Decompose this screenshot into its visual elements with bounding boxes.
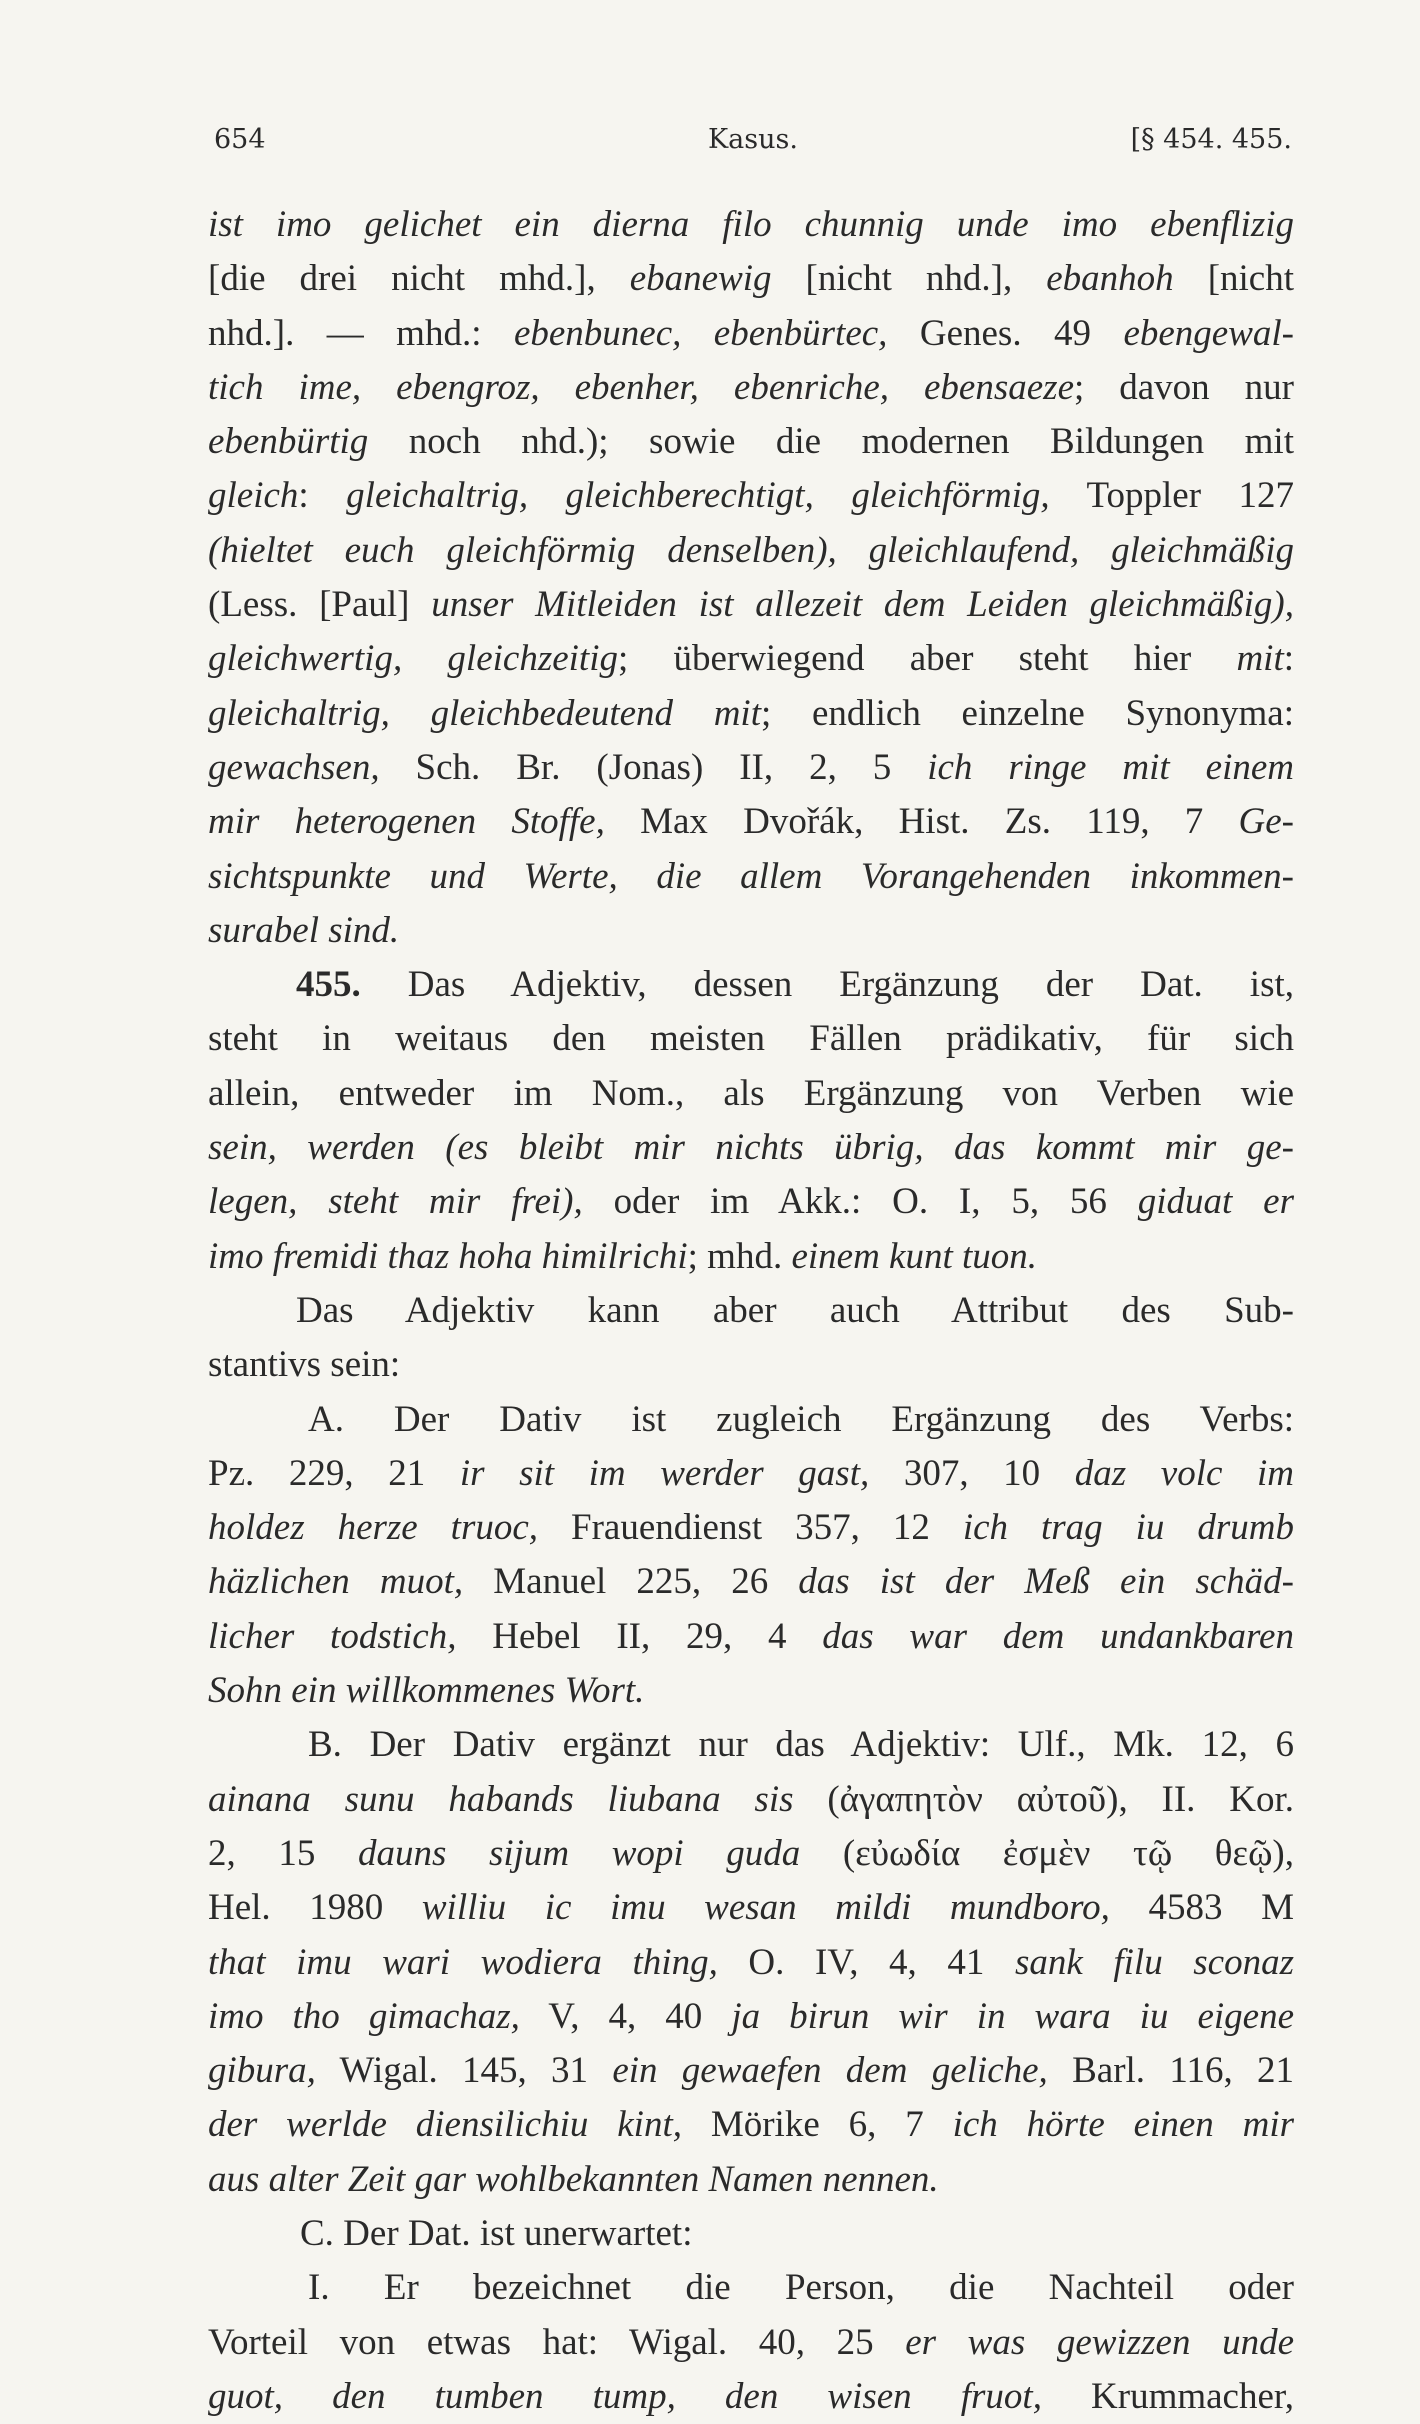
text-segment: [nicht nhd.], (771, 258, 1047, 300)
italic-text: tich ime, ebengroz, ebenher, ebenriche, ebensaeze (208, 366, 1074, 408)
text-line (208, 1175, 1294, 1229)
text-segment: A. Der Dativ ist zugleich Ergänzung des Verbs: (308, 1398, 1294, 1440)
italic-text: ainana sunu habands liubana sis (208, 1778, 794, 1820)
text-line (208, 1936, 1294, 1990)
text-segment: Das Adjektiv, dessen Ergänzung der Dat. ist, (360, 964, 1294, 1006)
text-segment: ; überwiegend aber steht hier (617, 638, 1237, 680)
text-line (208, 1773, 1294, 1827)
text-segment: (ἀγαπητὸν αὐτοῦ), II. Kor. (793, 1778, 1294, 1820)
text-segment: ; davon nur (1074, 366, 1294, 408)
text-line (208, 1393, 1294, 1447)
italic-text: ein gewaefen dem geliche, (612, 2050, 1048, 2092)
italic-text: sein, werden (es bleibt mir nichts übrig, das kommt mir ge- (208, 1127, 1294, 1169)
text-segment: : (1283, 638, 1294, 680)
text-segment: oder im Akk.: O. I, 5, 56 (582, 1181, 1138, 1223)
text-line (208, 741, 1294, 795)
text-line (208, 1121, 1294, 1175)
italic-text: licher todstich, (208, 1615, 457, 1657)
italic-text: legen, steht mir frei), (208, 1181, 583, 1223)
text-segment: Sch. Br. (Jonas) II, 2, 5 (379, 746, 928, 788)
italic-text: ebanewig (629, 258, 772, 300)
text-line (208, 2098, 1294, 2152)
text-segment: ; endlich einzelne Synonyma: (760, 692, 1294, 734)
italic-text: ja birun wir in wara iu eigene (731, 1995, 1294, 2037)
text-segment: O. IV, 4, 41 (717, 1941, 1015, 1983)
text-segment: allein, entweder im Nom., als Ergänzung von Verben wie (208, 1072, 1294, 1114)
italic-text: ebanhoh (1046, 258, 1174, 300)
text-line (208, 1447, 1294, 1501)
text-segment: Hel. 1980 (208, 1887, 422, 1929)
italic-text: imo fremidi thaz hoha himilrichi (208, 1235, 688, 1277)
italic-text: unser Mitleiden ist allezeit dem Leiden gleichmäßig), (431, 584, 1294, 626)
italic-text: gleich (208, 475, 299, 517)
italic-text: das war dem undankbaren (822, 1615, 1294, 1657)
text-segment: I. Er bezeichnet die Person, die Nachteil oder (308, 2267, 1294, 2309)
text-segment: noch nhd.); sowie die modernen Bildungen mit (368, 421, 1294, 463)
text-segment: nhd.]. — mhd.: (208, 312, 514, 354)
italic-text: sank filu sconaz (1014, 1941, 1294, 1983)
text-segment: Das Adjektiv kann aber auch Attribut des Sub- (296, 1289, 1294, 1331)
text-line (208, 252, 1294, 306)
italic-text: Sohn ein willkommenes Wort. (208, 1670, 645, 1712)
text-line (208, 2370, 1294, 2424)
italic-text: aus alter Zeit gar wohlbekannten Namen nennen. (208, 2158, 939, 2200)
text-segment: Barl. 116, 21 (1047, 2050, 1294, 2092)
text-segment: : (298, 475, 347, 517)
italic-text: das ist der Meß ein schäd- (798, 1561, 1294, 1603)
italic-text: daz volc im (1074, 1452, 1294, 1494)
text-segment: 307, 10 (869, 1452, 1075, 1494)
text-line (208, 850, 1294, 904)
italic-text: gibura, (208, 2050, 316, 2092)
text-line (208, 524, 1294, 578)
text-line (208, 1718, 1294, 1772)
italic-text: ebenbürtig (208, 421, 369, 463)
italic-text: gleichaltrig, gleichbedeutend mit (208, 692, 761, 734)
italic-text: gewachsen, (208, 746, 380, 788)
text-segment: (Less. [Paul] (208, 584, 432, 626)
text-segment: Wigal. 145, 31 (315, 2050, 613, 2092)
text-segment: B. Der Dativ ergänzt nur das Adjektiv: Ulf., Mk. 12, 6 (308, 1724, 1294, 1766)
text-line (208, 307, 1294, 361)
italic-text: Ge- (1238, 801, 1294, 843)
italic-text: ebengewal- (1123, 312, 1294, 354)
text-line (208, 1012, 1294, 1066)
section-number: 455. (296, 964, 361, 1006)
italic-text: ir sit im werder gast, (459, 1452, 870, 1494)
text-segment: V, 4, 40 (519, 1995, 732, 2037)
text-line (208, 687, 1294, 741)
text-segment: 4583 M (1109, 1887, 1294, 1929)
text-line (208, 2044, 1294, 2098)
text-line (208, 1338, 1294, 1392)
text-line (208, 2207, 1294, 2261)
text-line (208, 1067, 1294, 1121)
text-segment: Hebel II, 29, 4 (456, 1615, 823, 1657)
text-segment: Krummacher, (1041, 2375, 1294, 2417)
italic-text: guot, den tumben tump, den wisen fruot, (208, 2375, 1042, 2417)
text-segment: (εὐωδία ἐσμὲν τῷ θεῷ), (800, 1832, 1294, 1874)
text-segment: Pz. 229, 21 (208, 1452, 460, 1494)
text-segment: Toppler 127 (1049, 475, 1294, 517)
text-segment: stantivs sein: (208, 1344, 401, 1386)
text-segment: Vorteil von etwas hat: Wigal. 40, 25 (208, 2321, 906, 2363)
text-line (208, 1555, 1294, 1609)
italic-text: imo tho gimachaz, (208, 1995, 520, 2037)
text-line (208, 795, 1294, 849)
italic-text: ich ringe mit einem (927, 746, 1294, 788)
italic-text: mir heterogenen Stoffe, (208, 801, 605, 843)
text-segment: Manuel 225, 26 (463, 1561, 799, 1603)
italic-text: (hieltet euch gleichförmig denselben), gleichlaufend, gleichmäßig (208, 529, 1294, 571)
text-line (208, 198, 1294, 252)
text-segment: Genes. 49 (887, 312, 1124, 354)
text-segment: [die drei nicht mhd.], (208, 258, 630, 300)
text-line (208, 1610, 1294, 1664)
text-line (208, 904, 1294, 958)
italic-text: giduat er (1137, 1181, 1294, 1223)
text-segment: [nicht (1173, 258, 1294, 300)
text-segment: Mörike 6, 7 (681, 2104, 953, 2146)
text-line (208, 1284, 1294, 1338)
text-line (208, 415, 1294, 469)
italic-text: einem kunt tuon. (791, 1235, 1038, 1277)
text-line (208, 2316, 1294, 2370)
text-line (208, 2261, 1294, 2315)
italic-text: ich hörte einen mir (952, 2104, 1294, 2146)
text-line (208, 2153, 1294, 2207)
text-line (208, 1881, 1294, 1935)
italic-text: häzlichen muot, (208, 1561, 464, 1603)
italic-text: er was gewizzen unde (905, 2321, 1294, 2363)
italic-text: ebenbunec, ebenbürtec, (513, 312, 888, 354)
italic-text: williu ic imu wesan mildi mundboro, (421, 1887, 1110, 1929)
body-text (208, 198, 1294, 2424)
text-line (208, 1990, 1294, 2044)
text-segment: C. Der Dat. ist unerwartet: (300, 2212, 693, 2254)
italic-text: der werlde diensilichiu kint, (208, 2104, 682, 2146)
italic-text: holdez herze truoc, (208, 1507, 539, 1549)
page-number: 654 (214, 124, 266, 155)
section-reference: [§ 454. 455. (1130, 124, 1292, 155)
italic-text: mit (1236, 638, 1284, 680)
text-line (208, 578, 1294, 632)
text-line (208, 469, 1294, 523)
text-segment: Frauendienst 357, 12 (538, 1507, 963, 1549)
italic-text: gleichwertig, gleichzeitig (208, 638, 618, 680)
text-line (208, 361, 1294, 415)
text-line (208, 1664, 1294, 1718)
text-segment: Max Dvořák, Hist. Zs. 119, 7 (604, 801, 1239, 843)
text-line (208, 1501, 1294, 1555)
italic-text: ist imo gelichet ein dierna filo chunnig unde imo ebenflizig (208, 204, 1294, 245)
italic-text: that imu wari wodiera thing, (208, 1941, 718, 1983)
italic-text: ich trag iu drumb (962, 1507, 1294, 1549)
text-line (208, 1827, 1294, 1881)
text-line (208, 632, 1294, 686)
text-line (208, 1230, 1294, 1284)
running-title: Kasus. (708, 124, 798, 155)
text-segment: 2, 15 (208, 1832, 358, 1874)
text-segment: steht in weitaus den meisten Fällen prädikativ, für sich (208, 1018, 1294, 1060)
page-header (214, 120, 1292, 160)
italic-text: surabel sind. (208, 909, 400, 951)
italic-text: sichtspunkte und Werte, die allem Vorangehenden inkommen- (208, 855, 1294, 897)
italic-text: dauns sijum wopi guda (357, 1832, 801, 1874)
text-segment: ; mhd. (687, 1235, 792, 1277)
text-line (208, 958, 1294, 1012)
italic-text: gleichaltrig, gleichberechtigt, gleichförmig, (346, 475, 1050, 517)
